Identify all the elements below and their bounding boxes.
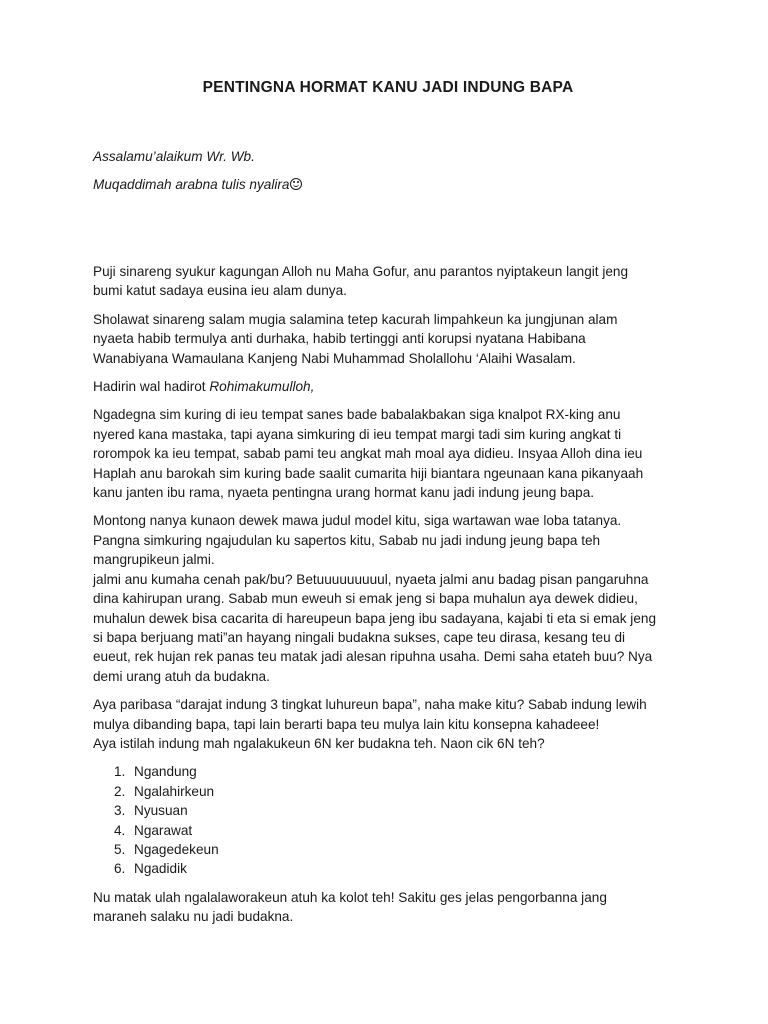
greeting-salam: Assalamu’alaikum Wr. Wb.	[93, 149, 255, 164]
text-line: Puji sinareng syukur kagungan Alloh nu Maha Gofur, anu parantos nyiptakeun langit jeng	[93, 264, 629, 279]
text-line: maraneh salaku nu jadi budakna.	[93, 909, 294, 925]
text-line: Wanabiyana Wamaulana Kanjeng Nabi Muhammad Sholallohu ‘Alaihi Wasalam.	[93, 350, 576, 366]
address-text: Hadirin wal hadirot	[93, 379, 210, 395]
text-line: nyered kana mastaka, tapi ayana simkuring di ieu tempat margi tadi sim kuring angkat ti	[93, 426, 622, 442]
list-item	[93, 782, 683, 801]
list-item	[93, 859, 683, 878]
text-line: kanu janten ibu rama, nyaeta pentingna urang hormat kanu jadi indung jeung bapa.	[93, 485, 595, 501]
address-italic: Rohimakumulloh,	[209, 379, 315, 395]
list-text: Ngandung	[134, 764, 197, 780]
list-text: Ngarawat	[134, 822, 193, 838]
text-line: rorompok ka ieu tempat, sabab pami teu angkat mah moal aya didieu. Insyaa Alloh dina ieu	[93, 446, 643, 462]
text-line: Montong nanya kunaon dewek mawa judul model kitu, siga wartawan wae loba tatanya.	[93, 513, 622, 529]
list-number: 2.	[114, 783, 126, 799]
list-number: 1.	[114, 764, 126, 780]
list-number: 6.	[114, 861, 126, 877]
paragraph-proverb	[93, 695, 683, 753]
text-line: bumi katut sadaya eusina ieu alam dunya.	[93, 283, 347, 299]
text-line: muhalun dewek bisa cacarita di hareupeun bapa jeng ibu sadayana, kajabi ti eta si emak jeng	[93, 610, 656, 626]
text-line: si bapa berjuang mati”an hayang ningali budakna sukses, cape teu dirasa, kesang teu di	[93, 629, 626, 645]
text-line: nyaeta habib termulya anti durhaka, habib tertinggi anti korupsi nyatana Habibana	[93, 331, 586, 347]
speech-body	[93, 262, 683, 936]
paragraph-address	[93, 377, 683, 396]
list-item	[93, 801, 683, 820]
paragraph-reason	[93, 511, 683, 686]
text-line: eueut, rek hujan rek panas teu matak jadi alesan ripuhna usaha. Demi saha etateh buu? Nya	[93, 649, 653, 665]
text-line: Pangna simkuring ngajudulan ku sapertos kitu, Sabab nu jadi indung jeung bapa teh	[93, 532, 601, 548]
text-line: Nu matak ulah ngalalaworakeun atuh ka kolot teh! Sakitu ges jelas pengorbanna jang	[93, 889, 607, 905]
text-line: Aya istilah indung mah ngalakukeun 6N ker budakna teh. Naon cik 6N teh?	[93, 735, 545, 751]
text-line: jalmi anu kumaha cenah pak/bu? Betuuuuuuuuul, nyaeta jalmi anu badag pisan pangaruhna	[93, 571, 649, 587]
list-item	[93, 762, 683, 781]
list-text: Ngalahirkeun	[134, 783, 215, 799]
text-line: Ngadegna sim kuring di ieu tempat sanes bade babalakbakan siga knalpot RX-king anu	[93, 407, 621, 423]
text-line: demi urang atuh da budakna.	[93, 668, 270, 684]
list-text: Nyusuan	[134, 803, 188, 819]
smiley-face-icon	[290, 178, 302, 190]
list-text: Ngadidik	[134, 861, 187, 877]
numbered-list-6n	[93, 762, 683, 878]
paragraph-intro	[93, 405, 683, 502]
text-line: mangrupikeun jalmi.	[93, 552, 215, 568]
paragraph-closing	[93, 888, 683, 927]
text-line: dina kahirupan urang. Sabab mun eweuh si emak jeng si bapa muhalun aya dewek didieu,	[93, 591, 638, 607]
list-number: 4.	[114, 822, 126, 838]
text-line: Sholawat sinareng salam mugia salamina tetep kacurah limpahkeun ka jungjunan alam	[93, 311, 618, 327]
paragraph-praise	[93, 262, 683, 301]
list-number: 3.	[114, 803, 126, 819]
greeting-muqaddimah-text: Muqaddimah arabna tulis nyalira	[93, 177, 290, 192]
text-line: mulya dibanding bapa, tapi lain berarti bapa teu mulya lain kitu konsepna kahadeee!	[93, 716, 600, 732]
document-title: PENTINGNA HORMAT KANU JADI INDUNG BAPA	[202, 79, 574, 96]
list-number: 5.	[114, 841, 126, 857]
text-line: Haplah anu barokah sim kuring bade saalit cumarita hiji biantara ngeunaan kana pikanyaah	[93, 465, 644, 481]
list-text: Ngagedekeun	[134, 841, 219, 857]
list-item	[93, 840, 683, 859]
paragraph-sholawat	[93, 310, 683, 368]
list-item	[93, 821, 683, 840]
greeting-muqaddimah	[93, 175, 302, 194]
text-line: Aya paribasa “darajat indung 3 tingkat luhureun bapa”, naha make kitu? Sabab indung lewih	[93, 697, 647, 713]
